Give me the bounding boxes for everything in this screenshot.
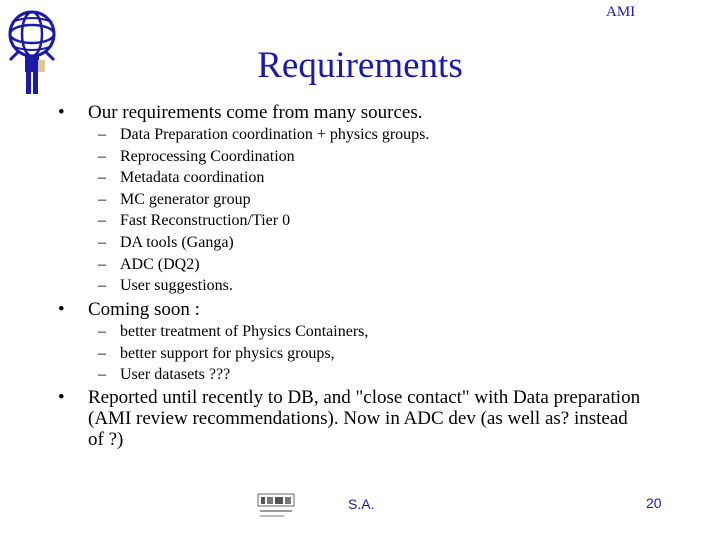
dash-glyph: – xyxy=(98,212,106,229)
sub-item xyxy=(98,321,368,343)
bullet-item xyxy=(58,299,648,320)
sub-item-text: DA tools (Ganga) xyxy=(120,234,234,251)
sub-item-text: better treatment of Physics Containers, xyxy=(120,323,369,340)
sub-item xyxy=(98,210,290,232)
bullet-text: Reported until recently to DB, and "close contact" with Data preparation (AMI review recommendations). Now in ADC dev (as well as? instead of ?) xyxy=(88,387,641,450)
sub-item-text: Metadata coordination xyxy=(120,169,265,186)
sub-item-text: Reprocessing Coordination xyxy=(120,148,295,165)
bullet-item xyxy=(58,102,648,123)
dash-glyph: – xyxy=(98,191,106,208)
dash-glyph: – xyxy=(98,126,106,143)
sub-item xyxy=(98,124,429,146)
sub-item xyxy=(98,254,200,276)
sub-item xyxy=(98,189,251,211)
dash-glyph: – xyxy=(98,323,106,340)
bullet-glyph: • xyxy=(58,387,65,408)
dash-glyph: – xyxy=(98,256,106,273)
bullet-item xyxy=(58,387,648,450)
sub-item-text: ADC (DQ2) xyxy=(120,256,200,273)
page-number: 20 xyxy=(646,495,662,511)
sub-item-text: User suggestions. xyxy=(120,277,233,294)
sub-item xyxy=(98,364,230,386)
bullet-text: Our requirements come from many sources. xyxy=(88,102,423,123)
header-tag: AMI xyxy=(606,4,636,20)
sub-item xyxy=(98,343,335,365)
sub-item-text: Data Preparation coordination + physics groups. xyxy=(120,126,430,143)
sub-item xyxy=(98,167,264,189)
bullet-text: Coming soon : xyxy=(88,299,200,320)
sub-item-text: Fast Reconstruction/Tier 0 xyxy=(120,212,291,229)
sub-item xyxy=(98,275,233,297)
slide-title: Requirements xyxy=(257,45,463,86)
lpsc-logo-icon xyxy=(256,492,296,522)
sub-item xyxy=(98,232,234,254)
dash-glyph: – xyxy=(98,148,106,165)
dash-glyph: – xyxy=(98,169,106,186)
sub-item-text: better support for physics groups, xyxy=(120,345,335,362)
dash-glyph: – xyxy=(98,277,106,294)
dash-glyph: – xyxy=(98,366,106,383)
sub-item-text: User datasets ??? xyxy=(120,366,231,383)
sub-item xyxy=(98,146,295,168)
dash-glyph: – xyxy=(98,234,106,251)
bullet-glyph: • xyxy=(58,102,65,123)
footer-author: S.A. xyxy=(348,496,375,512)
dash-glyph: – xyxy=(98,345,106,362)
sub-item-text: MC generator group xyxy=(120,191,251,208)
bullet-glyph: • xyxy=(58,299,65,320)
